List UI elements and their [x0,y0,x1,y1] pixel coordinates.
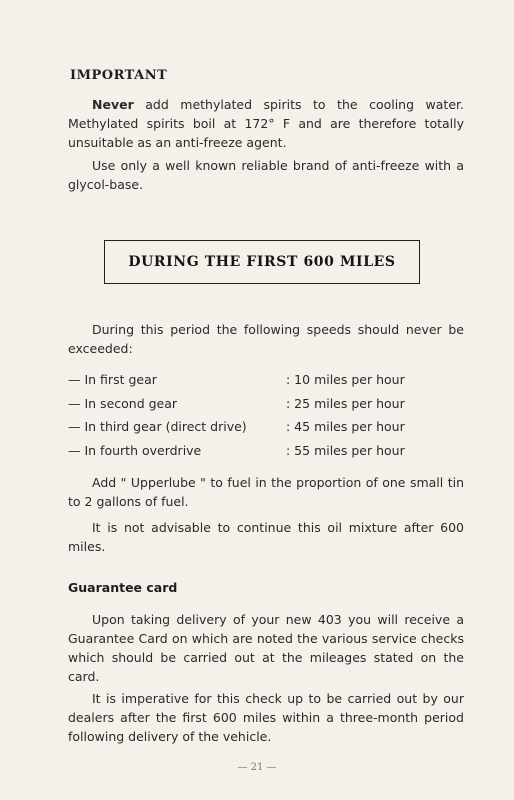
page-number: — 21 — [237,762,277,773]
speed-limit-value: : 25 miles per hour [286,395,405,411]
speed-row-second-gear [68,392,468,416]
oil-mixture-paragraph: It is not advisable to continue this oil mixture after 600 miles. [68,520,464,554]
first-600-miles-banner: DURING THE FIRST 600 MILES [104,240,420,284]
gear-label: — In fourth overdrive [68,442,202,458]
important-heading: IMPORTANT [70,68,168,83]
speed-limit-value: : 55 miles per hour [286,442,405,458]
important-paragraph-1-text: add methylated spirits to the cooling water. Methylated spirits boil at 172° F and are therefore totally unsuitable as an anti-freeze agent. [68,97,464,150]
speeds-intro-paragraph: During this period the following speeds should never be exceeded: [68,322,464,356]
gear-label: — In second gear [68,395,178,411]
speed-row-fourth-overdrive [68,439,468,463]
never-emphasis: Never [92,97,134,112]
guarantee-paragraph-1: Upon taking delivery of your new 403 you will receive a Guarantee Card on which are noted the various service checks which should be carried out at the mileages stated on the card. [68,612,464,684]
speed-limit-value: : 45 miles per hour [286,419,405,434]
gear-label: — In third gear (direct drive) [68,419,247,434]
speed-limit-value: : 10 miles per hour [286,372,405,387]
speed-limits-list [68,368,468,462]
guarantee-paragraph-2: It is imperative for this check up to be carried out by our dealers after the first 600 miles within a three-month period following delivery of the vehicle. [68,691,464,744]
important-paragraph-1 [68,95,464,152]
gear-label: — In first gear [68,372,157,387]
upperlube-paragraph: Add " Upperlube " to fuel in the proportion of one small tin to 2 gallons of fuel. [68,475,464,509]
important-paragraph-2: Use only a well known reliable brand of anti-freeze with a glycol-base. [68,158,464,192]
guarantee-card-heading: Guarantee card [68,580,178,595]
speed-row-third-gear [68,415,468,439]
speed-row-first-gear [68,368,468,392]
